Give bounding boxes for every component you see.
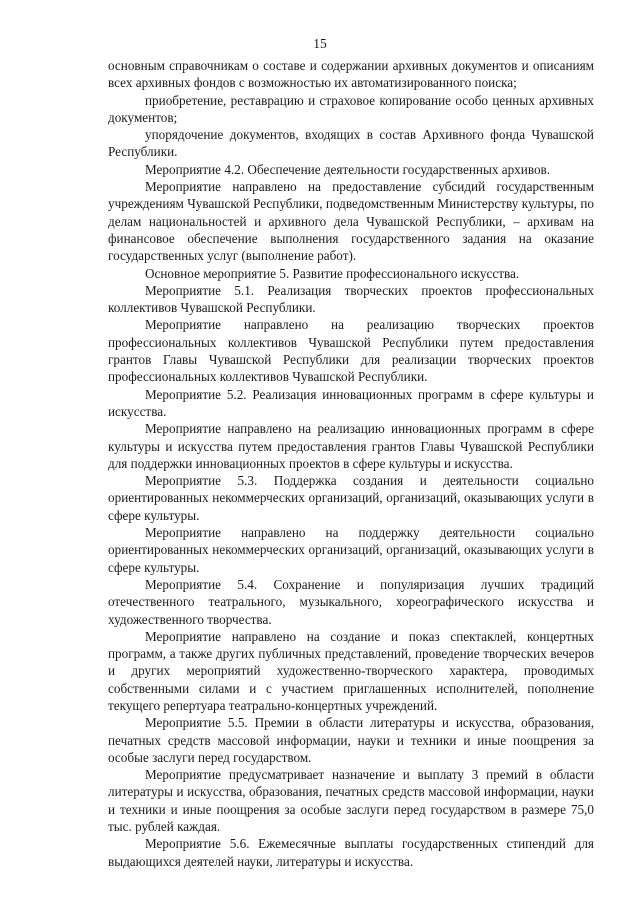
document-body bbox=[108, 57, 594, 870]
paragraph-measure-heading: Мероприятие 5.6. Ежемесячные выплаты государственных стипендий для выдающихся деятелей науки, литературы и искусства. bbox=[108, 836, 594, 869]
paragraph: Мероприятие направлено на создание и показ спектаклей, концертных программ, а также других публичных представлений, проведение творческих вечеров и других мероприятий художественно-творческого характера, проводимых собственными силами и с участием приглашенных исполнителей, пополнение текущего репертуара театрально-концертных учреждений. bbox=[108, 628, 594, 713]
paragraph-measure-heading: Мероприятие 5.4. Сохранение и популяризация лучших традиций отечественного театрального, музыкального, хореографического искусства и художественного творчества. bbox=[108, 576, 594, 627]
paragraph: упорядочение документов, входящих в состав Архивного фонда Чувашской Республики. bbox=[108, 127, 594, 160]
paragraph-measure-heading: Мероприятие 5.5. Премии в области литературы и искусства, образования, печатных средств массовой информации, науки и техники и иные поощрения за особые заслуги перед государством. bbox=[108, 715, 594, 765]
paragraph: приобретение, реставрацию и страховое копирование особо ценных архивных документов; bbox=[108, 92, 594, 125]
paragraph-continuation: основным справочникам о составе и содержании архивных документов и описаниям всех архивных фондов с возможностью их автоматизированного поиска; bbox=[108, 58, 594, 91]
paragraph: Мероприятие направлено на реализацию инновационных программ в сфере культуры и искусства путем предоставления грантов Главы Чувашской Республики для поддержки инновационных проектов в сфере культуры и искусства. bbox=[108, 421, 594, 471]
paragraph-main-measure-heading: Основное мероприятие 5. Развитие профессионального искусства. bbox=[145, 265, 520, 281]
paragraph-measure-heading: Мероприятие 5.2. Реализация инновационных программ в сфере культуры и искусства. bbox=[108, 386, 594, 419]
paragraph-measure-heading: Мероприятие 5.3. Поддержка создания и деятельности социально ориентированных некоммерческих организаций, организаций, оказывающих услуги в сфере культуры. bbox=[108, 473, 594, 523]
paragraph-measure-heading: Мероприятие 5.1. Реализация творческих проектов профессиональных коллективов Чувашской Республики. bbox=[108, 282, 594, 316]
paragraph: Мероприятие направлено на предоставление субсидий государственным учреждениям Чувашской Республики, подведомственным Министерству культуры, по делам национальностей и архивного дела Чувашской Республики, – архивам на финансовое обеспечение выполнения государственного задания на оказание государственных услуг (выполнение работ). bbox=[108, 179, 594, 264]
paragraph: Мероприятие направлено на реализацию творческих проектов профессиональных коллективов Чувашской Республики путем предоставления грантов Главы Чувашской Республики для реализации творческих проектов профессиональных коллективов Чувашской Республики. bbox=[108, 317, 594, 385]
page-number: 15 bbox=[313, 36, 327, 51]
paragraph: Мероприятие направлено на поддержку деятельности социально ориентированных некоммерческих организаций, организаций, оказывающих услуги в сфере культуры. bbox=[108, 525, 594, 575]
paragraph: Мероприятие предусматривает назначение и выплату 3 премий в области литературы и искусства, образования, печатных средств массовой информации, науки и техники и иные поощрения за особые заслуги перед государством в размере 75,0 тыс. рублей каждая. bbox=[108, 767, 594, 835]
paragraph-measure-heading: Мероприятие 4.2. Обеспечение деятельности государственных архивов. bbox=[145, 161, 551, 177]
